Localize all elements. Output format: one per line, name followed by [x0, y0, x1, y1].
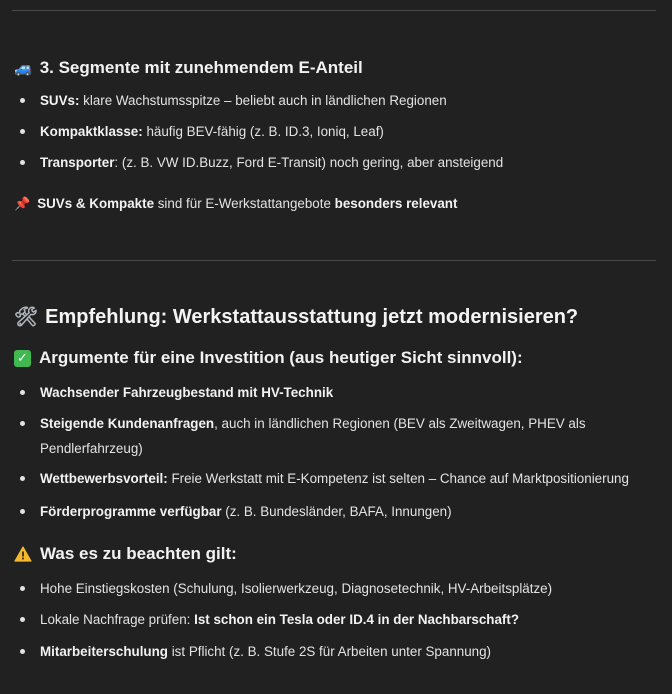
divider-middle [12, 260, 656, 261]
bullet [20, 509, 25, 514]
list-item [20, 150, 650, 175]
item-text: , auch in ländlichen Regionen (BEV als Zweitwagen, PHEV als Pendlerfahrzeug) [40, 416, 586, 456]
item-text: Lokale Nachfrage prüfen: [40, 612, 195, 627]
item-text: ist Pflicht (z. B. Stufe 2S für Arbeiten unter Spannung) [167, 644, 492, 659]
list-item [20, 607, 650, 632]
bullet [20, 649, 25, 654]
checkmark-icon: ✓ [14, 350, 31, 367]
car-icon: 🚙 [14, 59, 33, 77]
list-item [20, 499, 650, 524]
note-bold-2: besonders relevant [334, 196, 458, 211]
list-item [20, 380, 650, 405]
bullet [20, 160, 25, 165]
item-text: : (z. B. VW ID.Buzz, Ford E-Transit) noch gering, aber ansteigend [114, 155, 504, 170]
warning-icon [14, 546, 32, 562]
list-item [20, 639, 650, 664]
item-bold: Transporter [40, 155, 115, 170]
item-text: klare Wachstumsspitze – beliebt auch in ländlichen Regionen [79, 93, 447, 108]
arguments-heading [14, 348, 523, 368]
item-bold: Förderprogramme verfügbar [40, 504, 222, 519]
list-item [20, 411, 650, 461]
item-bold: Ist schon ein Tesla oder ID.4 in der Nachbarschaft? [194, 612, 520, 627]
item-bold: Mitarbeiterschulung [40, 644, 168, 659]
item-text: (z. B. Bundesländer, BAFA, Innungen) [221, 504, 452, 519]
bullet [20, 129, 25, 134]
item-text: Freie Werkstatt mit E-Kompetenz ist selten – Chance auf Marktpositionierung [167, 471, 629, 486]
caution-heading-text: Was es zu beachten gilt: [40, 544, 237, 563]
tools-icon: 🛠 [14, 307, 39, 328]
note-bold-1: SUVs & Kompakte [37, 196, 155, 211]
bullet [20, 476, 25, 481]
bullet [20, 586, 25, 591]
item-bold: Wettbewerbsvorteil: [40, 471, 168, 486]
list-item [20, 88, 650, 113]
bullet [20, 98, 25, 103]
note-text: sind für E-Werkstattangebote [154, 196, 335, 211]
item-bold: SUVs: [40, 93, 80, 108]
item-bold: Steigende Kundenanfragen [40, 416, 215, 431]
list-item [20, 576, 650, 601]
divider-top [12, 10, 656, 11]
item-text: Hohe Einstiegskosten (Schulung, Isolierwerkzeug, Diagnosetechnik, HV-Arbeitsplätze) [40, 581, 553, 596]
pushpin-icon: 📌 [14, 196, 31, 211]
relevance-note [14, 196, 457, 211]
list-item [20, 466, 650, 491]
caution-heading [14, 544, 237, 564]
item-bold: Kompaktklasse: [40, 124, 143, 139]
item-bold: Wachsender Fahrzeugbestand mit HV-Technik [40, 385, 334, 400]
bullet [20, 390, 25, 395]
segments-heading-text: 3. Segmente mit zunehmendem E-Anteil [39, 58, 363, 77]
list-item [20, 119, 650, 144]
item-text: häufig BEV-fähig (z. B. ID.3, Ioniq, Leaf) [142, 124, 384, 139]
bullet [20, 617, 25, 622]
recommendation-heading-text: Empfehlung: Werkstattausstattung jetzt modernisieren? [45, 306, 579, 328]
recommendation-heading [14, 306, 578, 329]
segments-heading [14, 58, 363, 78]
arguments-heading-text: Argumente für eine Investition (aus heutiger Sicht sinnvoll): [39, 348, 523, 367]
bullet [20, 421, 25, 426]
